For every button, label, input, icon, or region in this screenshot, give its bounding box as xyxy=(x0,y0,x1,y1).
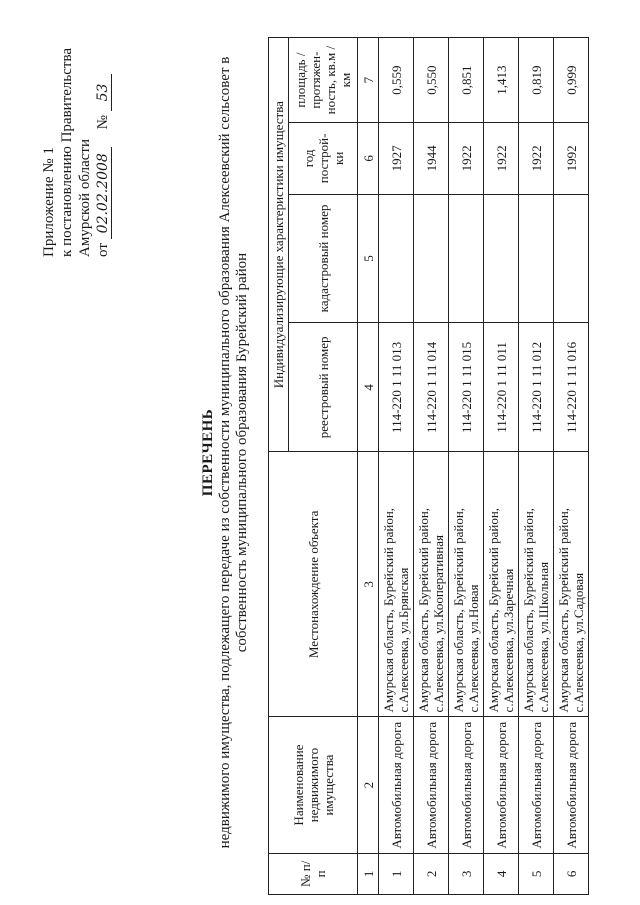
date-value: 02.02.2008 xyxy=(95,147,112,239)
cell-cad xyxy=(484,194,519,323)
cell-location: Амурская область, Бурейский район, с.Алексеевка, ул.Садовая xyxy=(554,452,589,717)
cell-name: Автомобильная дорога xyxy=(449,717,484,853)
table-row xyxy=(554,38,589,895)
appendix-block xyxy=(40,48,112,257)
cell-location: Амурская область, Бурейский район, с.Алексеевка, ул.Заречная xyxy=(484,452,519,717)
cell-area: 0,851 xyxy=(449,38,484,123)
property-table xyxy=(268,37,589,895)
cell-cad xyxy=(554,194,589,323)
cell-reg: 114-220 1 11 011 xyxy=(484,323,519,452)
header-characteristics: Индивидуализирующие характеристики имущества xyxy=(269,38,289,452)
column-number: 6 xyxy=(358,123,379,194)
cell-n: 6 xyxy=(554,853,589,894)
title-line-1: недвижимого имущества, подлежащего передаче из собственности муниципального образования Алексеевский сельсовет в xyxy=(217,56,233,849)
appendix-line-1: Приложение № 1 xyxy=(41,147,57,257)
cell-reg: 114-220 1 11 015 xyxy=(449,323,484,452)
cell-reg: 114-220 1 11 016 xyxy=(554,323,589,452)
cell-location: Амурская область, Бурейский район, с.Алексеевка, ул.Школьная xyxy=(519,452,554,717)
date-prefix: от xyxy=(95,243,111,257)
cell-year: 1922 xyxy=(449,123,484,194)
cell-location: Амурская область, Бурейский район, с.Алексеевка, ул.Новая xyxy=(449,452,484,717)
cell-location: Амурская область, Бурейский район, с.Алексеевка, ул.Кооперативная xyxy=(414,452,449,717)
table-row xyxy=(379,38,414,895)
column-number: 4 xyxy=(358,323,379,452)
cell-area: 1,413 xyxy=(484,38,519,123)
column-number: 2 xyxy=(358,717,379,853)
table-row xyxy=(519,38,554,895)
table-row xyxy=(484,38,519,895)
number-prefix: № xyxy=(95,115,111,130)
cell-n: 4 xyxy=(484,853,519,894)
cell-cad xyxy=(414,194,449,323)
document-title xyxy=(200,0,251,905)
appendix-line-2: к постановлению Правительства xyxy=(59,48,75,257)
appendix-line-3: Амурской области xyxy=(77,139,93,257)
cell-cad xyxy=(449,194,484,323)
cell-reg: 114-220 1 11 013 xyxy=(379,323,414,452)
column-number: 1 xyxy=(358,853,379,894)
cell-name: Автомобильная дорога xyxy=(519,717,554,853)
number-value: 53 xyxy=(95,74,112,112)
appendix-date-line xyxy=(94,48,112,257)
cell-area: 0,819 xyxy=(519,38,554,123)
cell-reg: 114-220 1 11 014 xyxy=(414,323,449,452)
header-area: площадь / протяжен-ность, кв.м / км xyxy=(289,38,358,123)
cell-cad xyxy=(519,194,554,323)
cell-reg: 114-220 1 11 012 xyxy=(519,323,554,452)
header-name: Наименование недвижимого имущества xyxy=(269,717,358,853)
cell-year: 1944 xyxy=(414,123,449,194)
table-row xyxy=(414,38,449,895)
cell-n: 3 xyxy=(449,853,484,894)
cell-name: Автомобильная дорога xyxy=(379,717,414,853)
header-num: № п/п xyxy=(269,853,358,894)
cell-name: Автомобильная дорога xyxy=(484,717,519,853)
column-number: 5 xyxy=(358,194,379,323)
header-cad: кадастровый номер xyxy=(289,194,358,323)
cell-area: 0,999 xyxy=(554,38,589,123)
cell-n: 5 xyxy=(519,853,554,894)
cell-area: 0,559 xyxy=(379,38,414,123)
title-heading: ПЕРЕЧЕНЬ xyxy=(200,408,216,497)
cell-year: 1927 xyxy=(379,123,414,194)
column-number: 7 xyxy=(358,38,379,123)
table-body xyxy=(379,38,589,895)
cell-year: 1992 xyxy=(554,123,589,194)
cell-name: Автомобильная дорога xyxy=(554,717,589,853)
header-reg: реестровый номер xyxy=(289,323,358,452)
cell-location: Амурская область, Бурейский район, с.Алексеевка, ул.Брянская xyxy=(379,452,414,717)
cell-area: 0,550 xyxy=(414,38,449,123)
title-line-2: собственность муниципального образования Бурейский район xyxy=(234,252,250,653)
cell-year: 1922 xyxy=(519,123,554,194)
cell-name: Автомобильная дорога xyxy=(414,717,449,853)
header-year: год построй-ки xyxy=(289,123,358,194)
cell-year: 1922 xyxy=(484,123,519,194)
header-location: Местонахождение объекта xyxy=(269,452,358,717)
column-number: 3 xyxy=(358,452,379,717)
cell-n: 1 xyxy=(379,853,414,894)
cell-cad xyxy=(379,194,414,323)
table-row xyxy=(449,38,484,895)
column-number-row xyxy=(358,38,379,895)
cell-n: 2 xyxy=(414,853,449,894)
